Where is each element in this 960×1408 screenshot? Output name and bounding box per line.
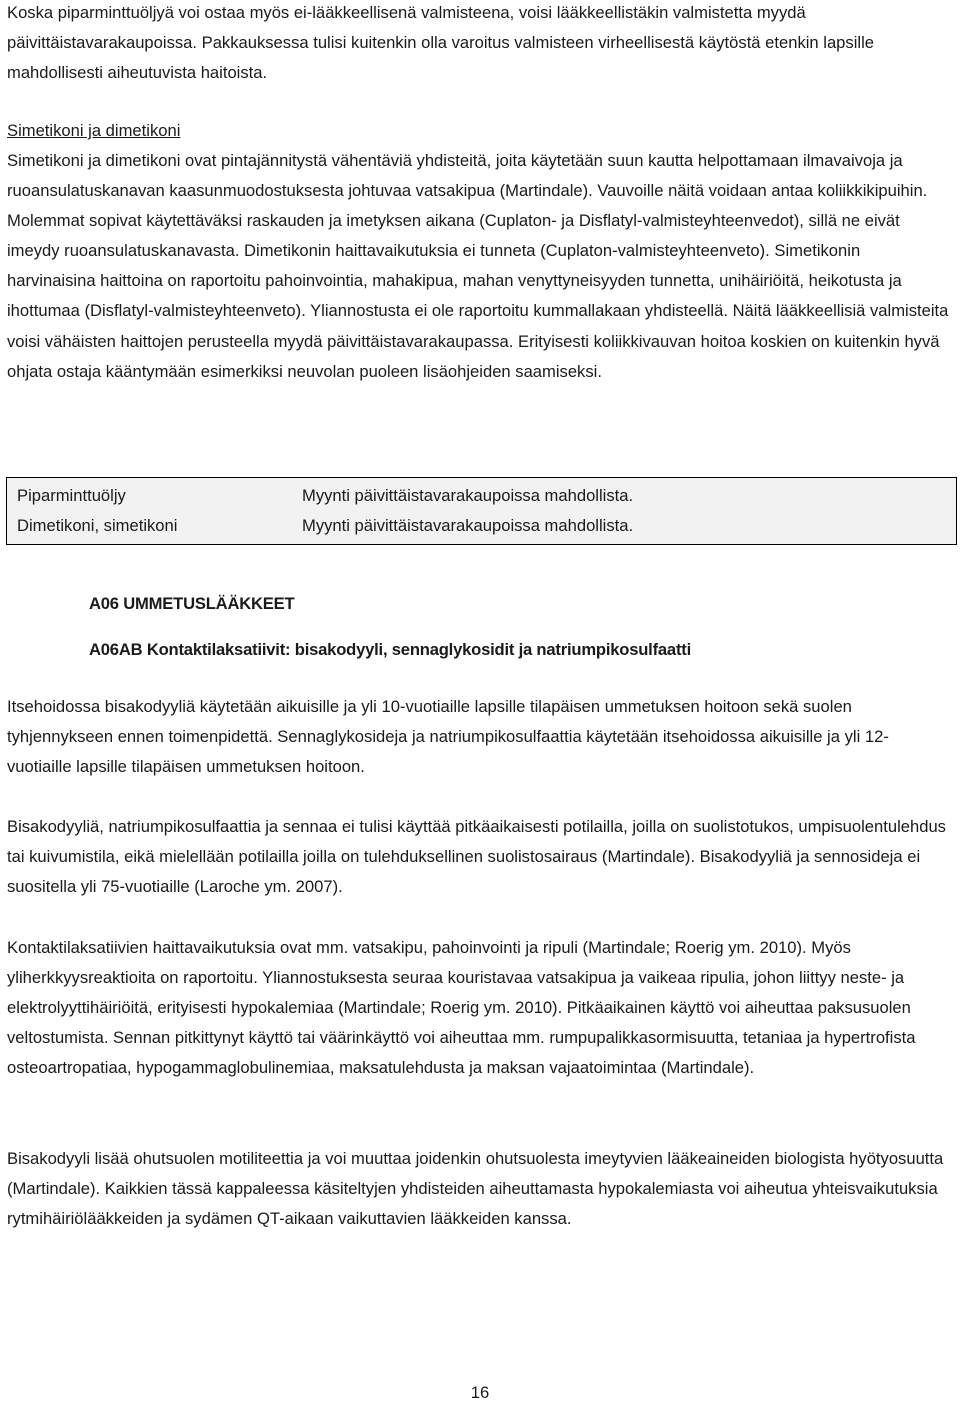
chapter-heading-a06: A06 UMMETUSLÄÄKKEET — [89, 594, 295, 613]
table-row — [7, 511, 957, 545]
table-cell-substance: Piparminttuöljy — [17, 486, 126, 505]
paragraph-itsehoito: Itsehoidossa bisakodyyliä käytetään aikuisille ja yli 10-vuotiaille lapsille tilapäisen ummetuksen hoitoon sekä suolen tyhjennykseen ennen toimenpidettä. Sennaglykosideja ja natriumpikosulfaattia käytetään itsehoidossa aikuisille ja yli 12-vuotiaille lapsille tilapäisen ummetuksen hoitoon. — [7, 697, 889, 777]
table-row — [7, 478, 957, 512]
paragraph-haittavaikutukset: Kontaktilaksatiivien haittavaikutuksia ovat mm. vatsakipu, pahoinvointi ja ripuli (Martindale; Roerig ym. 2010). Myös yliherkkyysreaktioita on raportoitu. Yliannostuksesta seuraa kouristavaa vatsakipua ja vaikeaa ripulia, johon liittyy neste- ja elektrolyyttihäiriöitä, erityisesti hypokalemiaa (Martindale; Roerig ym. 2010). Pitkäaikainen käyttö voi aiheuttaa paksusuolen veltostumista. Sennan pitkittynyt käyttö tai väärinkäyttö voi aiheuttaa mm. rumpupalikkasormisuutta, tetaniaa ja hypertrofista osteoartropatiaa, hypogammaglobulinemiaa, maksatulehdusta ja maksan vajaatoimintaa (Martindale). — [7, 938, 916, 1078]
table-cell-verdict: Myynti päivittäistavarakaupoissa mahdollista. — [302, 486, 634, 505]
summary-table — [6, 477, 957, 545]
paragraph-bisakodyyli: Bisakodyyliä, natriumpikosulfaattia ja sennaa ei tulisi käyttää pitkäaikaisesti potilailla, joilla on suolistotukos, umpisuolentulehdus tai kuivumistila, eikä mielellään potilailla joilla on tulehduksellinen suolistosairaus (Martindale). Bisakodyyliä ja sennosideja ei suositella yli 75-vuotiaille (Laroche ym. 2007). — [7, 817, 946, 897]
paragraph-simetikoni: Simetikoni ja dimetikoni ovat pintajännitystä vähentäviä yhdisteitä, joita käytetään suun kautta helpottamaan ilmavaivoja ja ruoansulatuskanavan kaasunmuodostuksesta johtuvaa vatsakipua (Martindale). Vauvoille näitä voidaan antaa koliikkikipuihin. Molemmat sopivat käytettäväksi raskauden ja imetyksen aikana (Cuplaton- ja Disflatyl-valmisteyhteenvedot), sillä ne eivät imeydy ruoansulatuskanavasta. Dimetikonin haittavaikutuksia ei tunneta (Cuplaton-valmisteyhteenveto). Simetikonin harvinaisina haittoina on raportoitu pahoinvointia, mahakipua, mahan venyttyneisyyden tunnetta, unihäiriöitä, heikotusta ja ihottumaa (Disflatyl-valmisteyhteenveto). Yliannostusta ei ole raportoitu kummallakaan yhdisteellä. Näitä lääkkeellisiä valmisteita voisi vähäisten haittojen perusteella myydä päivittäistavarakaupassa. Erityisesti koliikkivauvan hoitoa koskien on kuitenkin hyvä ohjata ostaja kääntymään esimerkiksi neuvolan puoleen lisäohjeiden saamiseksi. — [7, 151, 949, 381]
paragraph-motiliteetti: Bisakodyyli lisää ohutsuolen motiliteettia ja voi muuttaa joidenkin ohutsuolesta imeytyvien lääkeaineiden biologista hyötyosuutta (Martindale). Kaikkien tässä kappaleessa käsiteltyjen yhdisteiden aiheuttamasta hypokalemiasta voi aiheutua yhteisvaikutuksia rytmihäiriölääkkeiden ja sydämen QT-aikaan vaikuttavien lääkkeiden kanssa. — [7, 1149, 944, 1229]
table-cell-substance: Dimetikoni, simetikoni — [17, 516, 178, 535]
paragraph-intro: Koska piparminttuöljyä voi ostaa myös ei-lääkkeellisenä valmisteena, voisi lääkkeellistäkin valmistetta myydä päivittäistavarakaupoissa. Pakkauksessa tulisi kuitenkin olla varoitus valmisteen virheellisestä käytöstä etenkin lapsille mahdollisesti aiheutuvista haitoista. — [7, 3, 874, 83]
table-cell-verdict: Myynti päivittäistavarakaupoissa mahdollista. — [302, 516, 634, 535]
page-number: 16 — [470, 1383, 490, 1402]
section-heading-simetikoni: Simetikoni ja dimetikoni — [7, 121, 181, 140]
section-heading-a06ab: A06AB Kontaktilaksatiivit: bisakodyyli, sennaglykosidit ja natriumpikosulfaatti — [89, 640, 692, 659]
